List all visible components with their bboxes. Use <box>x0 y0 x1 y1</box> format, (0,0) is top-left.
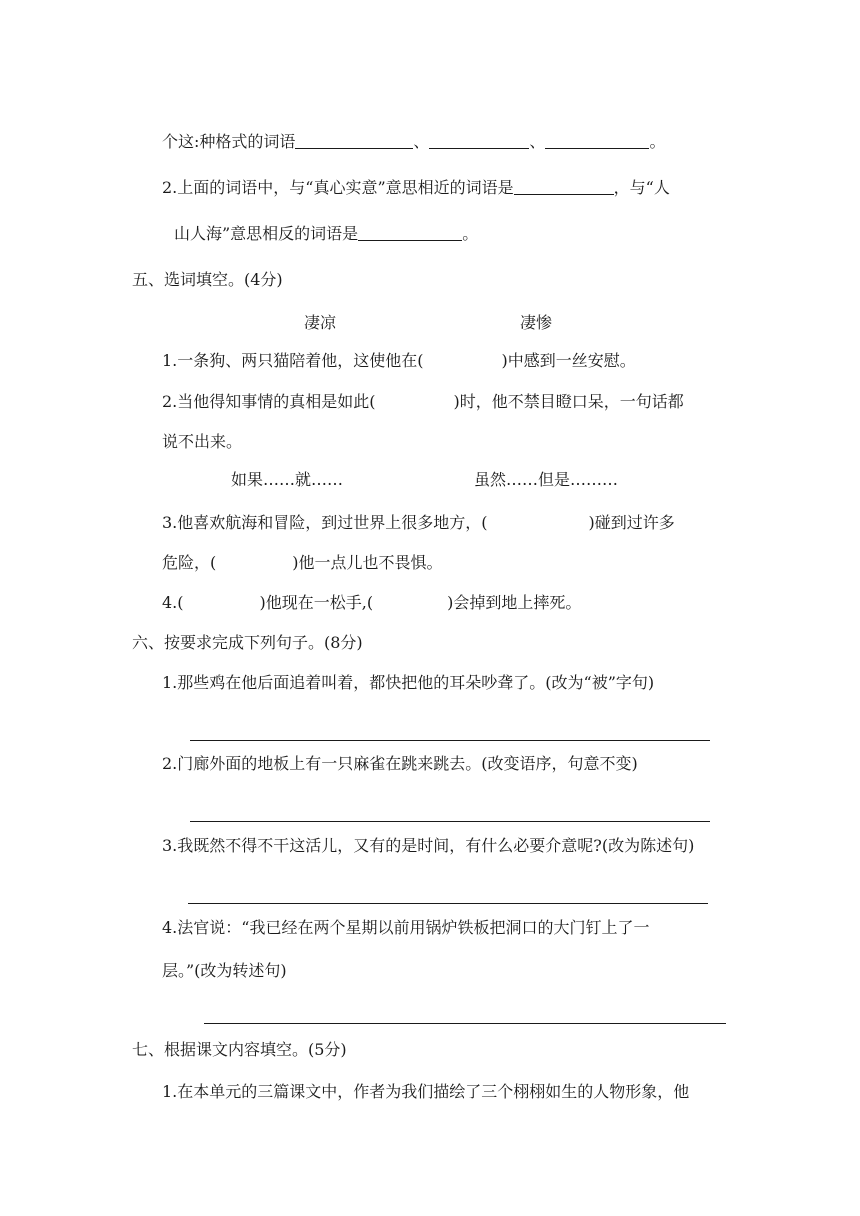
sec5-q2-cont: 说不出来。 <box>162 432 243 451</box>
sec4-q2-line2 <box>174 224 478 244</box>
answer-line[interactable] <box>188 903 708 904</box>
sec5-q4 <box>162 593 581 613</box>
sec5-q3-post: )碰到过许多 <box>588 513 675 532</box>
sec5-q1 <box>162 351 636 371</box>
conj-option-b: 虽然……但是……… <box>474 470 619 489</box>
word-option-a: 凄凉 <box>304 313 337 332</box>
sec5-q3 <box>162 513 675 533</box>
sec5-q1-post: )中感到一丝安慰。 <box>501 351 636 370</box>
answer-line[interactable] <box>204 1023 726 1024</box>
sec6-heading: 六、按要求完成下列句子。(8分) <box>132 633 363 652</box>
sentence-end: 。 <box>649 132 666 151</box>
sec6-q4-line2: 层。”(改为转述句) <box>162 961 287 980</box>
sec5-q1-pre: 1.一条狗、两只猫陪着他，这使他在( <box>162 351 424 370</box>
sec5-q3-cont-post: )他一点儿也不畏惧。 <box>292 553 443 572</box>
answer-blank[interactable] <box>358 224 462 241</box>
sec7-q1: 1.在本单元的三篇课文中，作者为我们描绘了三个栩栩如生的人物形象，他 <box>162 1082 690 1101</box>
answer-blank[interactable] <box>545 132 649 149</box>
sec5-q2-post: )时，他不禁目瞪口呆，一句话都 <box>453 392 684 411</box>
sec5-q2 <box>162 392 684 412</box>
sec5-q2-pre: 2.当他得知事情的真相是如此( <box>162 392 376 411</box>
sec4-line1 <box>162 132 665 152</box>
sec5-q3-cont <box>162 553 443 573</box>
sec5-q4-post: )会掉到地上摔死。 <box>447 593 582 612</box>
answer-blank[interactable] <box>429 132 529 149</box>
sec7-heading: 七、根据课文内容填空。(5分) <box>132 1040 347 1059</box>
sec4-line1-text: 个这:种格式的词语 <box>162 132 296 151</box>
sec6-q1: 1.那些鸡在他后面追着叫着，都快把他的耳朵吵聋了。(改为“被”字句) <box>162 673 655 692</box>
sec5-heading: 五、选词填空。(4分) <box>132 270 283 289</box>
answer-blank[interactable] <box>295 132 413 149</box>
answer-blank[interactable] <box>514 178 614 195</box>
word-option-b: 凄惨 <box>520 313 553 332</box>
sec6-q2: 2.门廊外面的地板上有一只麻雀在跳来跳去。(改变语序，句意不变) <box>162 754 638 773</box>
separator: 、 <box>529 132 546 151</box>
sec5-q3-cont-pre: 危险，( <box>162 553 217 572</box>
answer-line[interactable] <box>190 740 710 741</box>
sec5-q4-pre: 4.( <box>162 593 184 612</box>
sentence-end: 。 <box>462 224 479 243</box>
conj-option-a: 如果……就…… <box>231 470 344 489</box>
sec5-q3-pre: 3.他喜欢航海和冒险，到过世界上很多地方，( <box>162 513 488 532</box>
separator: 、 <box>413 132 430 151</box>
sec5-q4-mid: )他现在一松手,( <box>259 593 374 612</box>
sec4-q2-text: 2.上面的词语中，与“真心实意”意思相近的词语是 <box>162 178 514 197</box>
sec6-q4-line1: 4.法官说：“我已经在两个星期以前用锅炉铁板把洞口的大门钉上了一 <box>162 918 650 937</box>
answer-line[interactable] <box>190 821 710 822</box>
sec4-q2-mid: ，与“人 <box>613 178 670 197</box>
sec4-q2-cont: 山人海”意思相反的词语是 <box>174 224 359 243</box>
sec6-q3: 3.我既然不得不干这活儿，又有的是时间，有什么必要介意呢?(改为陈述句) <box>162 836 695 855</box>
sec4-q2-line1 <box>162 178 670 198</box>
